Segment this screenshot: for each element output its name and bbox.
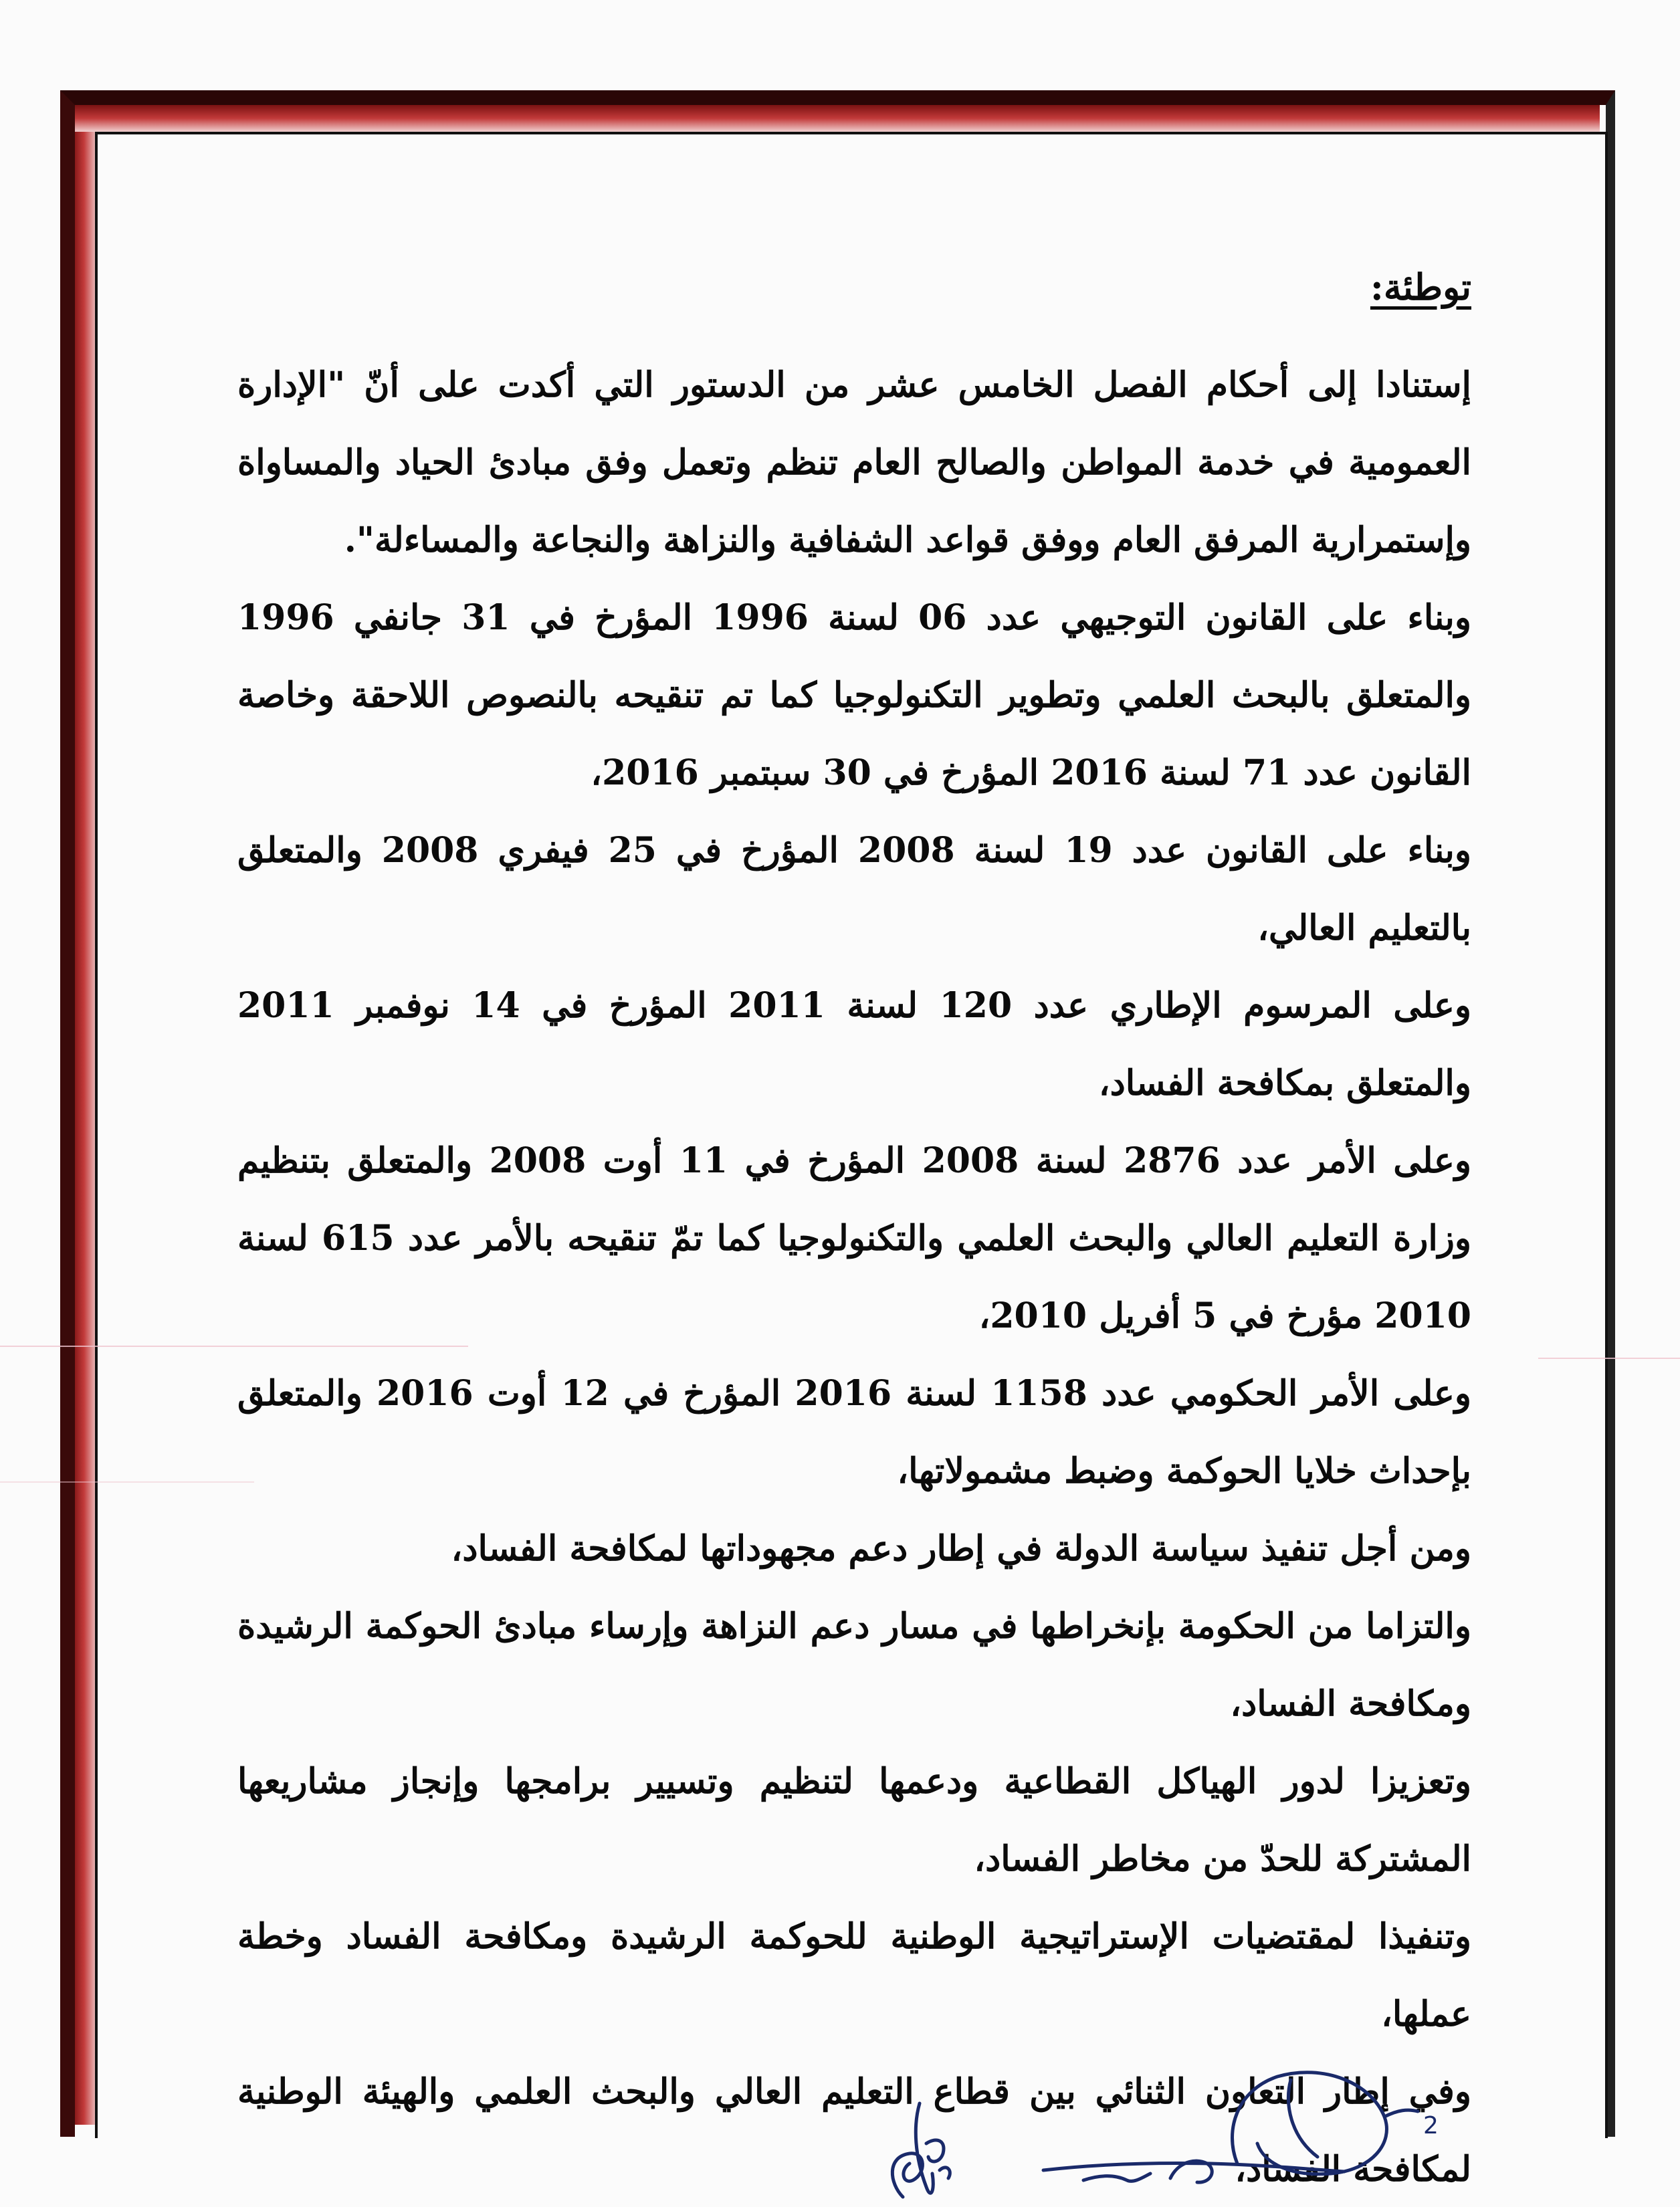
signature-initials: [863, 2063, 1465, 2204]
page-frame-red-top: [75, 105, 1600, 132]
paragraph-state-policy: ومن أجل تنفيذ سياسة الدولة في إطار دعم مجهوداتها لمكافحة الفساد،: [451, 1528, 1471, 1569]
scan-artifact-line: [1538, 1358, 1680, 1359]
paragraph-sector-structures: وتعزيزا لدور الهياكل القطاعية ودعمها لتنظيم وتسيير برامجها وإنجاز مشاريعها المشتركة للحدّ من مخاطر الفساد،: [237, 1761, 1471, 1879]
paragraph-constitution: إستنادا إلى أحكام الفصل الخامس عشر من الدستور التي أكدت على أنّ "الإدارة العمومية في خدمة المواطن والصالح العام تنظم وتعمل وفق مبادئ الحياد والمساواة وإستمرارية المرفق العام ووفق قواعد الشفافية والنزاهة والنجاعة والمساءلة".: [237, 364, 1471, 560]
scan-artifact-line: [0, 1481, 254, 1483]
page-number: 2: [1423, 2112, 1439, 2139]
document-body: [237, 261, 1471, 2207]
paragraph-national-strategy: وتنفيذا لمقتضيات الإستراتيجية الوطنية للحوكمة الرشيدة ومكافحة الفساد وخطة عملها،: [237, 1916, 1471, 2034]
paragraph-government-commitment: والتزاما من الحكومة بإنخراطها في مسار دعم النزاهة وإرساء مبادئ الحوكمة الرشيدة ومكافحة الفساد،: [237, 1606, 1471, 1724]
paragraph-law-2008: وبناء على القانون عدد 19 لسنة 2008 المؤرخ في 25 فيفري 2008 والمتعلق بالتعليم العالي،: [237, 830, 1472, 948]
paragraph-law-1996: وبناء على القانون التوجيهي عدد 06 لسنة 1996 المؤرخ في 31 جانفي 1996 والمتعلق بالبحث العلمي وتطوير التكنولوجيا كما تم تنقيحه بالنصوص اللاحقة وخاصة القانون عدد 71 لسنة 2016 المؤرخ في 30 سبتمبر 2016،: [237, 597, 1471, 793]
page-frame-red-left: [75, 105, 95, 2125]
document-title: توطئة:: [1370, 266, 1471, 308]
paragraph-order-1158: وعلى الأمر الحكومي عدد 1158 لسنة 2016 المؤرخ في 12 أوت 2016 والمتعلق بإحداث خلايا الحوكمة وضبط مشمولاتها،: [237, 1373, 1471, 1491]
paragraph-bilateral-cooperation: وفي إطار التعاون الثنائي بين قطاع التعليم العالي والبحث العلمي والهيئة الوطنية لمكافحة الفساد،: [237, 2071, 1471, 2190]
paragraph-order-2876: وعلى الأمر عدد 2876 لسنة 2008 المؤرخ في 11 أوت 2008 والمتعلق بتنظيم وزارة التعليم العالي والبحث العلمي والتكنولوجيا كما تمّ تنقيحه بالأمر عدد 615 لسنة 2010 مؤرخ في 5 أفريل 2010،: [237, 1140, 1472, 1336]
paragraph-decree-2011: وعلى المرسوم الإطاري عدد 120 لسنة 2011 المؤرخ في 14 نوفمبر 2011 والمتعلق بمكافحة الفساد،: [237, 985, 1472, 1104]
